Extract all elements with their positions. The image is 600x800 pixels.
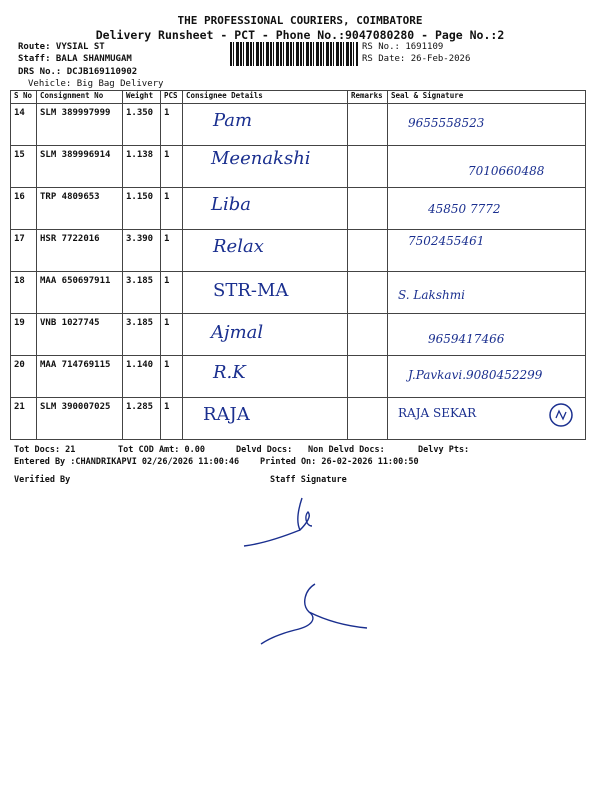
consignee-cell [183, 314, 348, 356]
seal-handwriting: 7010660488 [468, 164, 545, 178]
remarks-cell [348, 356, 388, 398]
col-pcs: PCS [161, 91, 183, 104]
consignee-cell [183, 104, 348, 146]
sno-cell: 14 [11, 104, 37, 146]
col-remarks: Remarks [348, 91, 388, 104]
runsheet-subtitle: Delivery Runsheet - PCT - Phone No.:9047080280 - Page No.:2 [95, 28, 505, 42]
consignment-cell: SLM 390007025 [37, 398, 123, 440]
staff: Staff: BALA SHANMUGAM [18, 54, 132, 64]
consignee-cell [183, 356, 348, 398]
sno-cell: 18 [11, 272, 37, 314]
runsheet-table [10, 90, 586, 440]
consignee-cell [183, 272, 348, 314]
seal-cell [388, 314, 586, 356]
consignee-handwriting: Liba [211, 194, 251, 215]
printed-on: Printed On: 26-02-2026 11:00:50 [260, 457, 419, 467]
stamp-circle-icon [548, 402, 574, 428]
pcs-cell: 1 [161, 230, 183, 272]
route: Route: VYSIAL ST [18, 42, 105, 52]
seal-handwriting: 9659417466 [428, 332, 505, 346]
weight-cell: 3.390 [123, 230, 161, 272]
weight-cell: 1.350 [123, 104, 161, 146]
pcs-cell: 1 [161, 398, 183, 440]
consignment-cell: SLM 389997999 [37, 104, 123, 146]
seal-handwriting: 9655558523 [408, 116, 485, 130]
remarks-cell [348, 314, 388, 356]
staff-signature-label: Staff Signature [270, 475, 347, 485]
weight-cell: 1.140 [123, 356, 161, 398]
table-row [11, 272, 586, 314]
seal-cell [388, 188, 586, 230]
company-title: THE PROFESSIONAL COURIERS, COIMBATORE [177, 14, 423, 27]
remarks-cell [348, 272, 388, 314]
consignee-cell [183, 188, 348, 230]
table-row [11, 356, 586, 398]
sno-cell: 16 [11, 188, 37, 230]
consignee-cell [183, 146, 348, 188]
remarks-cell [348, 146, 388, 188]
sno-cell: 21 [11, 398, 37, 440]
col-seal: Seal & Signature [388, 91, 586, 104]
remarks-cell [348, 398, 388, 440]
seal-handwriting: 45850 7772 [428, 202, 501, 216]
col-consignee: Consignee Details [183, 91, 348, 104]
verifier-signature-drawing [255, 580, 375, 650]
consignment-cell: HSR 7722016 [37, 230, 123, 272]
seal-handwriting: S. Lakshmi [398, 288, 465, 302]
col-weight: Weight [123, 91, 161, 104]
consignee-handwriting: Meenakshi [211, 148, 311, 169]
seal-cell [388, 356, 586, 398]
remarks-cell [348, 188, 388, 230]
staff-signature-drawing [240, 490, 340, 550]
entered-by: Entered By :CHANDRIKAPVI 02/26/2026 11:00:46 [14, 457, 240, 467]
consignee-cell [183, 230, 348, 272]
remarks-cell [348, 230, 388, 272]
consignee-handwriting: Pam [213, 110, 253, 131]
weight-cell: 3.185 [123, 272, 161, 314]
table-row [11, 314, 586, 356]
remarks-cell [348, 104, 388, 146]
table-row [11, 104, 586, 146]
seal-cell [388, 104, 586, 146]
sno-cell: 15 [11, 146, 37, 188]
seal-handwriting: J.Pavkavi.9080452299 [408, 368, 543, 382]
weight-cell: 1.138 [123, 146, 161, 188]
consignee-handwriting: Relax [213, 236, 264, 257]
table-row [11, 230, 586, 272]
consignment-cell: TRP 4809653 [37, 188, 123, 230]
consignee-handwriting: STR-MA [213, 280, 289, 301]
consignee-handwriting: Ajmal [211, 322, 264, 343]
rs-number: RS No.: 1691109 [362, 42, 444, 52]
weight-cell: 1.285 [123, 398, 161, 440]
weight-cell: 3.185 [123, 314, 161, 356]
barcode [230, 42, 358, 66]
table-header-row [11, 91, 586, 104]
rs-date: RS Date: 26-Feb-2026 [362, 54, 471, 64]
seal-cell [388, 272, 586, 314]
pcs-cell: 1 [161, 104, 183, 146]
total-docs: Tot Docs: 21 [14, 445, 76, 455]
delivery-points: Delvy Pts: [418, 445, 470, 455]
table-row [11, 188, 586, 230]
seal-cell [388, 398, 586, 440]
sno-cell: 20 [11, 356, 37, 398]
consignee-handwriting: R.K [213, 362, 246, 383]
weight-cell: 1.150 [123, 188, 161, 230]
delivered-docs: Delvd Docs: [236, 445, 293, 455]
pcs-cell: 1 [161, 356, 183, 398]
table-row [11, 146, 586, 188]
consignee-handwriting: RAJA [203, 404, 250, 425]
consignment-cell: SLM 389996914 [37, 146, 123, 188]
pcs-cell: 1 [161, 314, 183, 356]
verified-by-label: Verified By [14, 475, 71, 485]
pcs-cell: 1 [161, 272, 183, 314]
pcs-cell: 1 [161, 146, 183, 188]
consignee-cell [183, 398, 348, 440]
seal-handwriting: 7502455461 [408, 234, 485, 248]
pcs-cell: 1 [161, 188, 183, 230]
seal-cell [388, 230, 586, 272]
consignment-cell: MAA 714769115 [37, 356, 123, 398]
sno-cell: 19 [11, 314, 37, 356]
seal-handwriting: RAJA SEKAR [398, 406, 477, 420]
col-consignment: Consignment No [37, 91, 123, 104]
vehicle: Vehicle: Big Bag Delivery [28, 79, 164, 89]
consignment-cell: MAA 650697911 [37, 272, 123, 314]
consignment-cell: VNB 1027745 [37, 314, 123, 356]
non-delivered-docs: Non Delvd Docs: [308, 445, 385, 455]
total-cod: Tot COD Amt: 0.00 [118, 445, 205, 455]
sno-cell: 17 [11, 230, 37, 272]
seal-cell [388, 146, 586, 188]
col-sno: S No [11, 91, 37, 104]
table-row [11, 398, 586, 440]
drs-number: DRS No.: DCJB169110902 [18, 67, 138, 77]
